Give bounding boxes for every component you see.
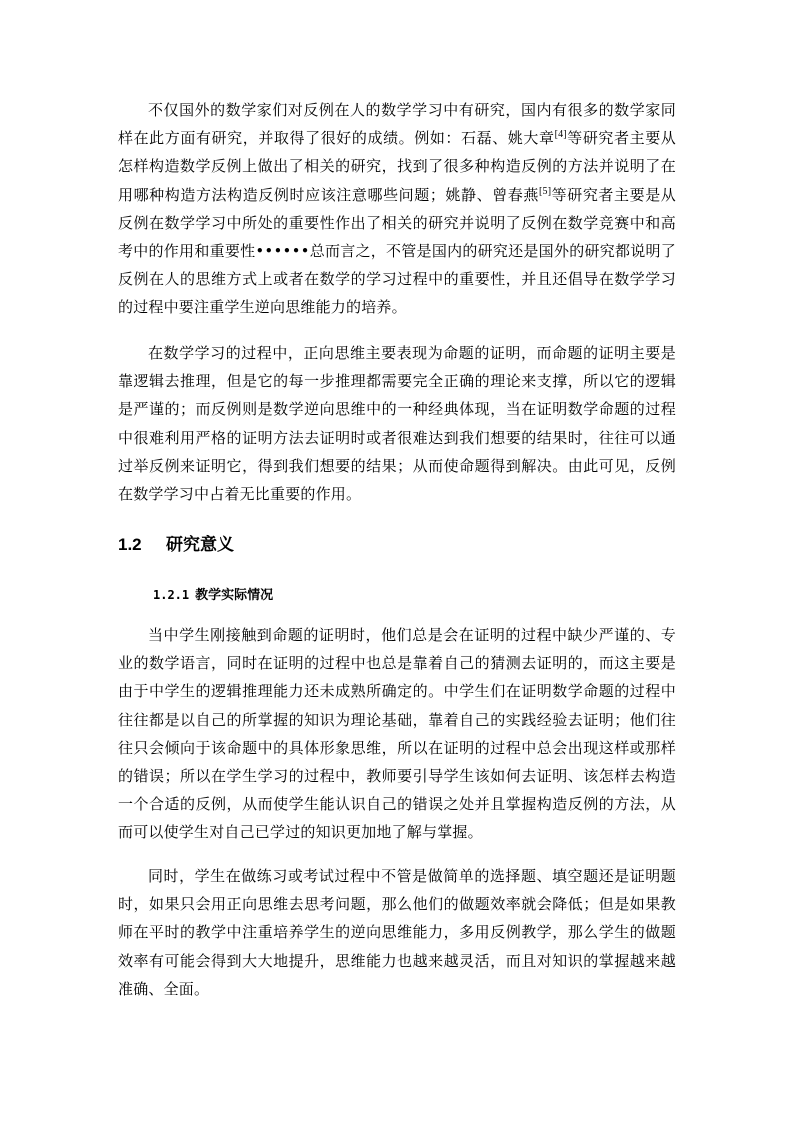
citation-5: [5] xyxy=(539,185,552,197)
citation-4: [4] xyxy=(554,129,567,141)
paragraph-counterexample-role: 在数学学习的过程中，正向思维主要表现为命题的证明，而命题的证明主要是靠逻辑去推理，但是它的每一步推理都需要完全正确的理论来支撑，所以它的逻辑是严谨的；而反例则是数学逆向思维中的一种经典体现，当在证明数学命题的过程中很难利用严格的证明方法去证明时或者很难达到我们想要的结果时，往往可以通过举反例来证明它，得到我们想要的结果；从而使命题得到解决。由此可见，反例在数学学习中占着无比重要的作用。 xyxy=(118,344,676,504)
paragraph-domestic-research xyxy=(118,96,676,322)
section-title: 研究意义 xyxy=(166,535,234,555)
section-heading xyxy=(118,531,234,559)
paragraph-text: 等研究者主要是从反例在数学学习中所处的重要性作出了相关的研究并说明了反例在数学竞赛中和高考中的作用和重要性••••••总而言之，不管是国内的研究还是国外的研究都说明了反例在人的思维方式上或者在数学的学习过程中的重要性，并且还倡导在数学学习的过程中要注重学生逆向思维能力的培养。 xyxy=(118,185,677,317)
paragraph-problem-solving-efficiency: 同时，学生在做练习或考试过程中不管是做简单的选择题、填空题还是证明题时，如果只会用正向思维去思考问题，那么他们的做题效率就会降低；但是如果教师在平时的教学中注重培养学生的逆向思维能力，多用反例教学，那么学生的做题效率有可能会得到大大地提升，思维能力也越来越灵活，而且对知识的掌握越来越准确、全面。 xyxy=(118,867,676,998)
section-number: 1.2 xyxy=(118,535,142,554)
subsection-number: 1.2.1 xyxy=(153,588,190,602)
subsection-heading xyxy=(153,583,273,608)
paragraph-teaching-situation: 当中学生刚接触到命题的证明时，他们总是会在证明的过程中缺少严谨的、专业的数学语言，同时在证明的过程中也总是靠着自己的猜测去证明的，而这主要是由于中学生的逻辑推理能力还未成熟所确定的。中学生们在证明数学命题的过程中往往都是以自己的所掌握的知识为理论基础，靠着自己的实践经验去证明；他们往往只会倾向于该命题中的具体形象思维，所以在证明的过程中总会出现这样或那样的错误；所以在学生学习的过程中，教师要引导学生该如何去证明、该怎样去构造一个合适的反例，从而使学生能认识自己的错误之处并且掌握构造反例的方法，从而可以使学生对自己已学过的知识更加地了解与掌握。 xyxy=(118,626,676,842)
subsection-title: 教学实际情况 xyxy=(195,588,274,603)
paragraph-text: 不仅国外的数学家们对反例在人的数学学习中有研究，国内有很多的数学家同样在此方面有研究，并取得了很好的成绩。例如：石磊、姚大章 xyxy=(118,101,676,148)
paragraph-text: 等研究者主要从怎样构造数学反例上做出了相关的研究，找到了很多种构造反例的方法并说明了在用哪种构造方法构造反例时应该注意哪些问题；姚静、曾春燕 xyxy=(118,129,676,204)
